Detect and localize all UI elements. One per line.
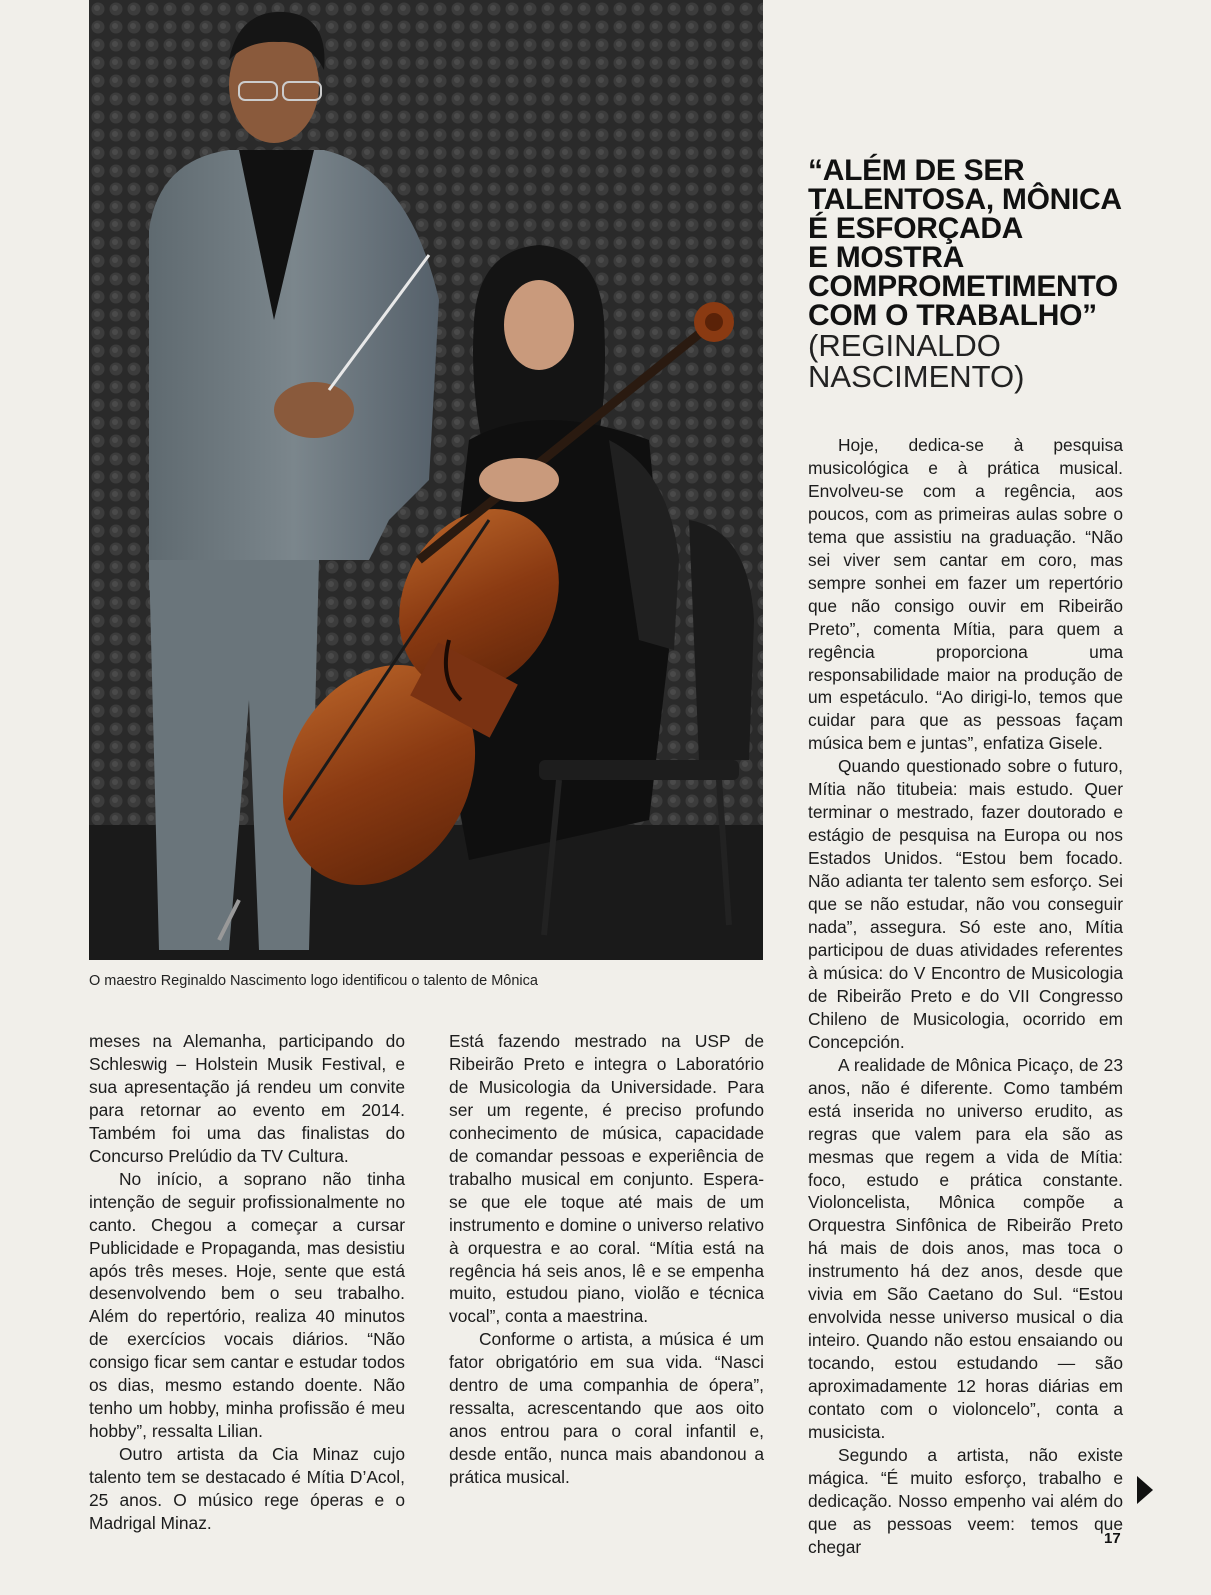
continue-arrow-icon xyxy=(1137,1476,1153,1504)
photo-caption: O maestro Reginaldo Nascimento logo identificou o talento de Mônica xyxy=(89,973,538,989)
paragraph: Quando questionado sobre o futuro, Mítia não titubeia: mais estudo. Quer terminar o mestrado, fazer doutorado e estágio de pesquisa na Europa ou nos Estados Unidos. “Estou bem focado. Não adianta ter talento sem esforço. Sei que se não estudar, não vou conseguir nada”, assegura. Só este ano, Mítia participou de duas atividades referentes à música: do V Encontro de Musicologia de Ribeirão Preto e do VII Congresso Chileno de Musicologia, ocorrido em Concepción. xyxy=(808,756,1123,1052)
text-column-3 xyxy=(808,434,1123,1559)
paragraph: Hoje, dedica-se à pesquisa musicológica e à prática musical. Envolveu-se com a regência, aos poucos, com as primeiras aulas sobre o tema que assistiu na graduação. “Não sei viver sem cantar em coro, mas sempre sonhei em fazer um repertório que não consigo ouvir em Ribeirão Preto”, comenta Mítia, para quem a regência proporciona uma responsabilidade maior na produção de um espetáculo. “Ao dirigi-lo, temos que cuidar para que as pessoas façam música bem e juntas”, enfatiza Gisele. xyxy=(808,435,1123,754)
paragraph: Segundo a artista, não existe mágica. “É muito esforço, trabalho e dedicação. Nosso empenho vai além do que as pessoas veem: temos que chegar xyxy=(808,1444,1123,1557)
article-photo xyxy=(89,0,763,960)
pull-quote-text: “ALÉM DE SER TALENTOSA, MÔNICA É ESFORÇADA E MOSTRA COMPROMETIMENTO COM O TRABALHO” xyxy=(808,154,1122,332)
pull-quote xyxy=(808,156,1138,392)
text-column-2 xyxy=(449,1030,764,1489)
paragraph: Está fazendo mestrado na USP de Ribeirão Preto e integra o Laboratório de Musicologia da Universidade. Para ser um regente, é preciso profundo conhecimento de música, capacidade de comandar pessoas e experiência de trabalho musical em conjunto. Espera-se que ele toque até mais de um instrumento e domine o universo relativo à orquestra e ao coral. “Mítia está na regência há seis anos, lê e se empenha muito, estudou piano, violão e técnica vocal”, conta a maestrina. xyxy=(449,1031,764,1327)
text-column-1 xyxy=(89,1030,405,1535)
paragraph: Outro artista da Cia Minaz cujo talento tem se destacado é Mítia D’Acol, 25 anos. O músico rege óperas e o Madrigal Minaz. xyxy=(89,1444,405,1534)
paragraph: A realidade de Mônica Picaço, de 23 anos, não é diferente. Como também está inserida no universo erudito, as regras que valem para ela são as mesmas que regem a vida de Mítia: foco, estudo e prática constante. Violoncelista, Mônica compõe a Orquestra Sinfônica de Ribeirão Preto há mais de dois anos, mas toca o instrumento há dez anos, desde que vivia em São Caetano do Sul. “Estou envolvida nesse universo musical o dia inteiro. Quando não estou ensaiando ou tocando, estou estudando — são aproximadamente 12 horas diárias em contato com o violoncelo”, conta a musicista. xyxy=(808,1054,1123,1442)
paragraph: No início, a soprano não tinha intenção de seguir profissionalmente no canto. Chegou a começar a cursar Publicidade e Propaganda, mas desistiu após três meses. Hoje, sente que está desenvolvendo bem o seu trabalho. Além do repertório, realiza 40 minutos de exercícios vocais diários. “Não consigo ficar sem cantar e estudar todos os dias, mesmo estando doente. Não tenho um hobby, minha profissão é meu hobby”, ressalta Lilian. xyxy=(89,1168,405,1442)
pull-quote-author: (REGINALDO NASCIMENTO) xyxy=(808,328,1025,394)
paragraph: Conforme o artista, a música é um fator obrigatório em sua vida. “Nasci dentro de uma companhia de ópera”, ressalta, acrescentando que aos oito anos entrou para o coral infantil e, desde então, nunca mais abandonou a prática musical. xyxy=(449,1329,764,1488)
paragraph: meses na Alemanha, participando do Schleswig – Holstein Musik Festival, e sua apresentação já rendeu um convite para retornar ao evento em 2014. Também foi uma das finalistas do Concurso Prelúdio da TV Cultura. xyxy=(89,1031,405,1166)
page-number: 17 xyxy=(1104,1530,1121,1547)
